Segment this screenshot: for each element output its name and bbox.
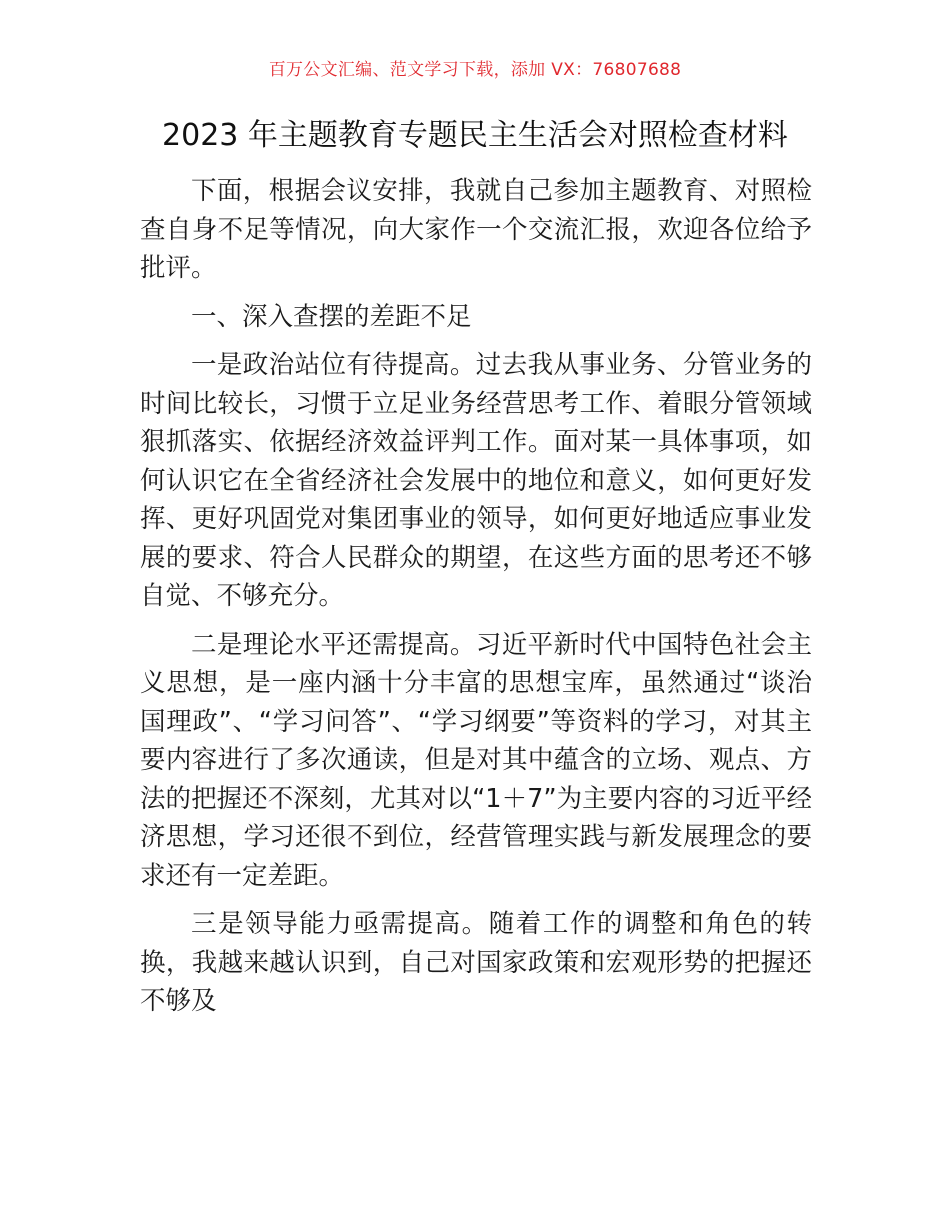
section-heading: 一、深入查摆的差距不足 xyxy=(191,301,472,332)
watermark-header: 百万公文汇编、范文学习下载，添加 VX：76807688 xyxy=(268,60,682,80)
paragraph-intro: 下面，根据会议安排，我就自己参加主题教育、对照检查自身不足等情况，向大家作一个交流汇报，欢迎各位给予批评。 xyxy=(140,176,812,283)
document-title: 2023 年主题教育专题民主生活会对照检查材料 xyxy=(162,118,788,153)
paragraph-leadership-ability: 三是领导能力亟需提高。随着工作的调整和角色的转换，我越来越认识到，自己对国家政策和宏观形势的把握还不够及 xyxy=(140,909,812,1016)
document-body xyxy=(140,172,812,1031)
paragraph-political-stance: 一是政治站位有待提高。过去我从事业务、分管业务的时间比较长，习惯于立足业务经营思考工作、着眼分管领域狠抓落实、依据经济效益评判工作。面对某一具体事项，如何认识它在全省经济社会发展中的地位和意义，如何更好发挥、更好巩固党对集团事业的领导，如何更好地适应事业发展的要求、符合人民群众的期望，在这些方面的思考还不够自觉、不够充分。 xyxy=(140,350,812,611)
paragraph-theory-level: 二是理论水平还需提高。习近平新时代中国特色社会主义思想，是一座内涵十分丰富的思想宝库，虽然通过“谈治国理政”、“学习问答”、“学习纲要”等资料的学习，对其主要内容进行了多次通读，但是对其中蕴含的立场、观点、方法的把握还不深刻，尤其对以“1＋7”为主要内容的习近平经济思想，学习还很不到位，经营管理实践与新发展理念的要求还有一定差距。 xyxy=(140,629,812,891)
